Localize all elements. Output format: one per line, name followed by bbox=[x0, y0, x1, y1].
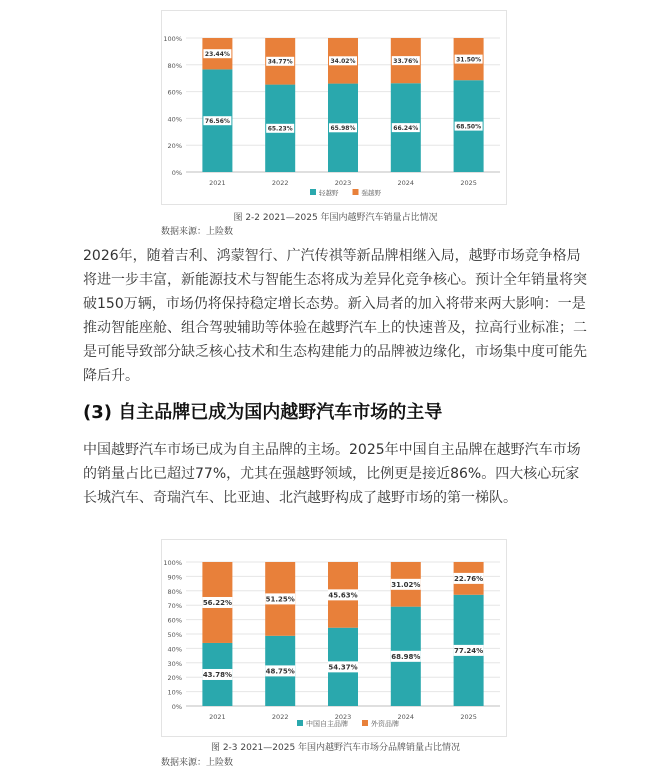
chart1-xtick-label: 2024 bbox=[397, 179, 415, 187]
chart1-data-label: 34.77% bbox=[267, 58, 293, 66]
figure-2-caption: 图 2-3 2021—2025 年国内越野汽车市场分品牌销量占比情况 bbox=[210, 743, 461, 753]
chart1-data-label: 65.23% bbox=[267, 125, 293, 133]
chart2-ytick-label: 30% bbox=[167, 659, 182, 668]
chart2-ytick-label: 40% bbox=[167, 645, 182, 654]
chart2-data-label: 77.24% bbox=[454, 646, 484, 655]
chart1-data-label: 76.56% bbox=[204, 117, 230, 125]
figure-2-source: 数据来源：上险数 bbox=[161, 758, 234, 768]
chart2-data-label: 48.75% bbox=[265, 667, 295, 676]
section-heading: (3) 自主品牌已成为国内越野汽车市场的主导 bbox=[83, 402, 443, 423]
chart1-legend-swatch bbox=[310, 189, 316, 195]
chart2-data-label: 45.63% bbox=[328, 591, 358, 600]
chart1-ytick-label: 20% bbox=[167, 142, 182, 151]
chart2-ytick-label: 80% bbox=[167, 587, 182, 596]
chart1-ytick-label: 0% bbox=[171, 169, 182, 177]
chart2-legend-label: 外资品牌 bbox=[371, 720, 399, 728]
chart2-legend-swatch bbox=[362, 720, 368, 726]
chart1-ytick-label: 80% bbox=[167, 61, 182, 70]
chart1-xtick-label: 2022 bbox=[271, 179, 289, 187]
chart2-xtick-label: 2025 bbox=[460, 713, 477, 721]
chart1-ytick-label: 40% bbox=[167, 115, 182, 124]
paragraph-2: 中国越野汽车市场已成为自主品牌的主场。2025年中国自主品牌在越野汽车市场的销量占比已超过77%，尤其在强越野领域，比例更是接近86%。四大核心玩家长城汽车、奇瑞汽车、比亚迪、北汽越野构成了越野市场的第一梯队。 bbox=[83, 442, 581, 506]
figure-1-source: 数据来源：上险数 bbox=[161, 227, 234, 237]
chart-2 bbox=[161, 539, 507, 737]
chart1-xtick-label: 2021 bbox=[209, 179, 226, 187]
chart2-ytick-label: 10% bbox=[167, 688, 182, 697]
chart2-data-label: 43.78% bbox=[202, 670, 232, 679]
chart1-data-label: 65.98% bbox=[330, 124, 356, 132]
chart1-legend-swatch bbox=[353, 189, 359, 195]
chart2-ytick-label: 100% bbox=[163, 559, 182, 567]
chart-2-svg bbox=[162, 540, 506, 736]
chart2-legend-label: 中国自主品牌 bbox=[306, 720, 348, 728]
chart1-data-label: 33.76% bbox=[393, 57, 419, 65]
chart1-data-label: 66.24% bbox=[393, 124, 419, 132]
chart2-data-label: 54.37% bbox=[328, 663, 358, 672]
chart1-data-label: 68.50% bbox=[456, 123, 482, 131]
chart2-xtick-label: 2024 bbox=[397, 713, 415, 721]
chart2-xtick-label: 2023 bbox=[334, 713, 352, 721]
chart1-data-label: 31.50% bbox=[456, 56, 482, 64]
chart2-ytick-label: 50% bbox=[167, 631, 182, 639]
chart2-xtick-label: 2021 bbox=[209, 713, 226, 721]
chart1-legend-label: 轻越野 bbox=[319, 189, 339, 197]
chart2-ytick-label: 20% bbox=[167, 674, 182, 683]
chart2-ytick-label: 0% bbox=[171, 703, 182, 711]
chart2-data-label: 68.98% bbox=[391, 652, 421, 661]
chart1-xtick-label: 2025 bbox=[460, 179, 477, 187]
chart2-ytick-label: 90% bbox=[167, 573, 182, 582]
chart1-ytick-label: 60% bbox=[167, 88, 182, 97]
paragraph-1: 2026年，随着吉利、鸿蒙智行、广汽传祺等新品牌相继入局，越野市场竞争格局将进一步丰富，新能源技术与智能生态将成为差异化竞争核心。预计全年销量将突破150万辆，市场仍将保持稳定增长态势。新入局者的加入将带来两大影响：一是推动智能座舱、组合驾驶辅助等体验在越野汽车上的快速普及，拉高行业标准；二是可能导致部分缺乏核心技术和生态构建能力的品牌被边缘化，市场集中度可能先降后升。 bbox=[83, 248, 587, 384]
chart1-ytick-label: 100% bbox=[163, 35, 182, 43]
chart-1 bbox=[161, 10, 507, 205]
chart1-data-label: 34.02% bbox=[330, 57, 356, 65]
chart1-data-label: 23.44% bbox=[204, 50, 230, 58]
figure-1-caption: 图 2-2 2021—2025 年国内越野汽车销量占比情况 bbox=[233, 213, 438, 223]
chart2-data-label: 31.02% bbox=[391, 580, 421, 589]
chart-1-svg bbox=[162, 11, 506, 204]
chart1-xtick-label: 2023 bbox=[334, 179, 352, 187]
chart2-ytick-label: 70% bbox=[167, 602, 182, 611]
chart2-data-label: 51.25% bbox=[265, 595, 295, 604]
chart2-data-label: 22.76% bbox=[454, 574, 484, 583]
chart2-ytick-label: 60% bbox=[167, 616, 182, 625]
chart2-xtick-label: 2022 bbox=[271, 713, 289, 721]
chart2-legend-swatch bbox=[297, 720, 303, 726]
chart1-legend-label: 强越野 bbox=[361, 189, 381, 197]
chart2-data-label: 56.22% bbox=[202, 598, 232, 607]
